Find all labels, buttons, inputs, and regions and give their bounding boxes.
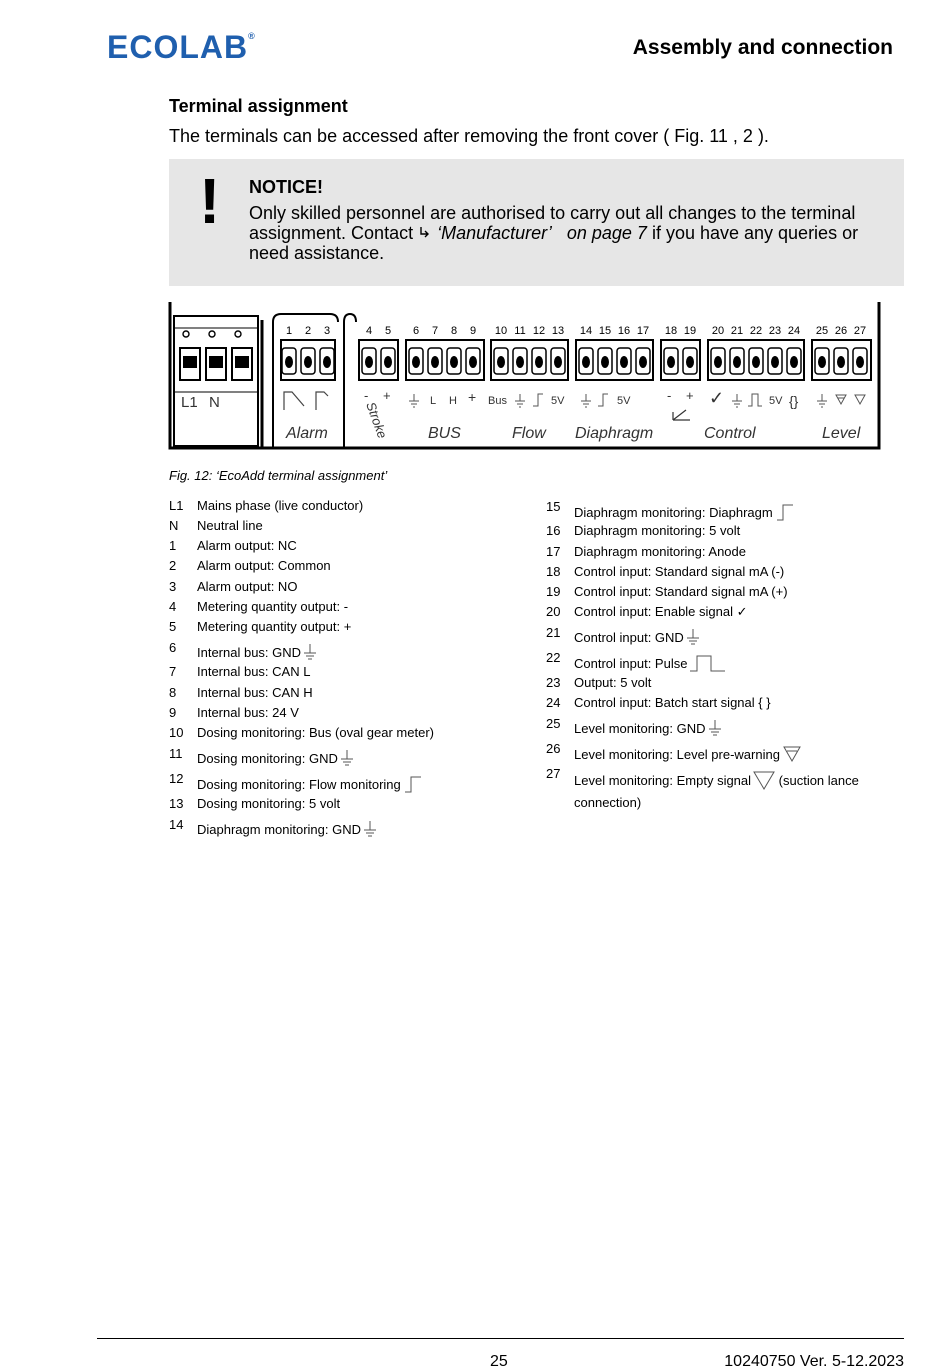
empty-signal-icon bbox=[855, 395, 865, 404]
ground-icon bbox=[340, 750, 354, 769]
terminal-description: Diaphragm monitoring: GND bbox=[197, 821, 377, 840]
terminal-list-left bbox=[169, 498, 529, 848]
terminal-screw-icon bbox=[667, 356, 675, 368]
terminal-number-label: 9 bbox=[469, 325, 477, 337]
terminal-description: Dosing monitoring: Bus (oval gear meter) bbox=[197, 725, 434, 740]
signal-label-plus: + bbox=[383, 388, 391, 403]
terminal-number-label: 6 bbox=[412, 325, 420, 337]
terminal-description: Control input: Batch start signal { } bbox=[574, 695, 771, 710]
terminal-screw-icon bbox=[818, 356, 826, 368]
mains-label-n: N bbox=[209, 394, 220, 411]
terminal-description: Internal bus: CAN H bbox=[197, 685, 313, 700]
mains-label-l1: L1 bbox=[181, 394, 198, 411]
terminal-number: 4 bbox=[169, 599, 177, 614]
terminal-number-label: 12 bbox=[532, 325, 546, 337]
manufacturer-link[interactable]: ‘Manufacturer’ bbox=[437, 223, 552, 243]
terminal-description: Metering quantity output: - bbox=[197, 599, 349, 614]
group-label-diaphragm: Diaphragm bbox=[575, 425, 654, 442]
mains-terminal-clamp bbox=[235, 356, 249, 368]
terminal-screw-icon bbox=[535, 356, 543, 368]
terminal-number: 13 bbox=[169, 796, 184, 811]
terminal-number-label: 14 bbox=[579, 325, 593, 337]
terminal-description: Alarm output: NC bbox=[197, 538, 297, 553]
step-signal-icon bbox=[403, 775, 423, 796]
terminal-number: 1 bbox=[169, 538, 177, 553]
terminal-number-label: 8 bbox=[450, 325, 458, 337]
terminal-screw-icon bbox=[497, 356, 505, 368]
terminal-number: 25 bbox=[546, 716, 561, 731]
terminal-number: 22 bbox=[546, 650, 561, 665]
terminal-screw-icon bbox=[365, 356, 373, 368]
terminal-number: 24 bbox=[546, 695, 561, 710]
ground-icon bbox=[409, 394, 419, 407]
ground-icon bbox=[686, 629, 700, 648]
terminal-screw-icon bbox=[285, 356, 293, 368]
terminal-number-label: 2 bbox=[304, 325, 312, 337]
step-signal-icon bbox=[775, 503, 795, 524]
terminal-number: 9 bbox=[169, 705, 177, 720]
group-label-bus: BUS bbox=[428, 425, 461, 442]
group-label-control: Control bbox=[704, 425, 756, 442]
terminal-description: Internal bus: 24 V bbox=[197, 705, 299, 720]
page-number: 25 bbox=[490, 1353, 508, 1370]
prewarning-icon bbox=[836, 395, 846, 404]
relay-contact-icon bbox=[284, 392, 328, 410]
terminal-number-label: 3 bbox=[323, 325, 331, 337]
ground-icon bbox=[817, 394, 827, 407]
terminal-screw-icon bbox=[412, 356, 420, 368]
mains-screw-icon bbox=[183, 331, 189, 337]
notice-text: Only skilled personnel are authorised to carry out all changes to the terminal assignment. Contact ‘Manufacturer’ on page 7 if you have any queries or need assistance. bbox=[249, 203, 859, 263]
terminal-number-label: 27 bbox=[853, 325, 867, 337]
terminal-description: Dosing monitoring: Flow monitoring bbox=[197, 775, 423, 796]
ground-icon bbox=[515, 394, 525, 407]
terminal-number-label: 25 bbox=[815, 325, 829, 337]
signal-label-ma-minus: - bbox=[667, 388, 672, 403]
terminal-description: Alarm output: Common bbox=[197, 558, 331, 573]
manufacturer-page-link[interactable]: on page 7 bbox=[566, 223, 647, 243]
page-header-title: Assembly and connection bbox=[632, 36, 893, 59]
ground-icon bbox=[581, 394, 591, 407]
group-label-alarm: Alarm bbox=[286, 425, 328, 442]
empty-signal-icon bbox=[753, 770, 775, 793]
terminal-description: Control input: Enable signal ✓ bbox=[574, 604, 748, 619]
mains-terminal-clamp bbox=[183, 356, 197, 368]
terminal-screw-icon bbox=[431, 356, 439, 368]
terminal-number: 23 bbox=[546, 675, 561, 690]
terminal-number-label: 21 bbox=[730, 325, 744, 337]
terminal-number: 20 bbox=[546, 604, 561, 619]
signal-label-bus: Bus bbox=[488, 395, 507, 407]
terminal-number: 14 bbox=[169, 817, 184, 832]
terminal-number-label: 17 bbox=[636, 325, 650, 337]
terminal-number-label: 13 bbox=[551, 325, 565, 337]
terminal-description: Internal bus: GND bbox=[197, 644, 317, 663]
terminal-screw-icon bbox=[582, 356, 590, 368]
terminal-description: Diaphragm monitoring: Diaphragm bbox=[574, 503, 795, 524]
mains-screw-icon bbox=[209, 331, 215, 337]
terminal-number: 16 bbox=[546, 523, 561, 538]
terminal-diagram-svg bbox=[168, 300, 883, 452]
terminal-number: L1 bbox=[169, 498, 184, 513]
terminal-screw-icon bbox=[384, 356, 392, 368]
mains-screw-icon bbox=[235, 331, 241, 337]
terminal-number-label: 15 bbox=[598, 325, 612, 337]
terminal-number-label: 18 bbox=[664, 325, 678, 337]
ground-icon bbox=[732, 394, 742, 407]
terminal-number: 2 bbox=[169, 558, 177, 573]
signal-label-can-l: L bbox=[430, 395, 437, 407]
group-label-stroke: Stroke bbox=[363, 399, 391, 441]
signal-label-control-5v: 5V bbox=[769, 395, 783, 407]
terminal-number: 7 bbox=[169, 664, 177, 679]
terminal-screw-icon bbox=[771, 356, 779, 368]
terminal-description: Level monitoring: Empty signal (suction lance connection) bbox=[574, 770, 859, 810]
terminal-description: Diaphragm monitoring: Anode bbox=[574, 544, 746, 559]
terminal-screw-icon bbox=[323, 356, 331, 368]
terminal-screw-icon bbox=[856, 356, 864, 368]
signal-label-24v: + bbox=[468, 389, 477, 405]
signal-label-enable: ✓ bbox=[709, 388, 725, 408]
terminal-number-label: 4 bbox=[365, 325, 373, 337]
terminal-screw-icon bbox=[620, 356, 628, 368]
terminal-number-label: 7 bbox=[431, 325, 439, 337]
arrow-reference-icon bbox=[418, 223, 437, 243]
terminal-number-label: 10 bbox=[494, 325, 508, 337]
terminal-description: Neutral line bbox=[197, 518, 263, 533]
terminal-screw-icon bbox=[733, 356, 741, 368]
terminal-screw-icon bbox=[601, 356, 609, 368]
terminal-description: Level monitoring: GND bbox=[574, 720, 722, 739]
terminal-number-label: 1 bbox=[285, 325, 293, 337]
step-signal-icon bbox=[533, 394, 543, 406]
terminal-description: Control input: Standard signal mA (+) bbox=[574, 584, 788, 599]
mains-terminal-clamp bbox=[209, 356, 223, 368]
terminal-number-label: 20 bbox=[711, 325, 725, 337]
signal-label-can-h: H bbox=[449, 395, 457, 407]
signal-label-minus: - bbox=[364, 388, 369, 403]
terminal-number-label: 26 bbox=[834, 325, 848, 337]
terminal-number-label: 19 bbox=[683, 325, 697, 337]
terminal-number-label: 11 bbox=[514, 325, 526, 337]
terminal-number: N bbox=[169, 518, 179, 533]
terminal-screw-icon bbox=[837, 356, 845, 368]
terminal-description: Mains phase (live conductor) bbox=[197, 498, 364, 513]
group-label-flow: Flow bbox=[512, 425, 546, 442]
terminal-description: Dosing monitoring: GND bbox=[197, 750, 354, 769]
document-version: 10240750 Ver. 5-12.2023 bbox=[724, 1353, 904, 1370]
pulse-icon bbox=[689, 654, 729, 675]
terminal-screw-icon bbox=[450, 356, 458, 368]
terminal-description: Control input: Pulse bbox=[574, 654, 729, 675]
terminal-description: Control input: Standard signal mA (-) bbox=[574, 564, 785, 579]
prewarning-icon bbox=[782, 745, 802, 766]
terminal-number: 26 bbox=[546, 741, 561, 756]
terminal-number: 11 bbox=[169, 746, 183, 761]
terminal-description: Level monitoring: Level pre-warning bbox=[574, 745, 802, 766]
terminal-screw-icon bbox=[790, 356, 798, 368]
signal-label-ma-plus: + bbox=[686, 388, 694, 403]
terminal-number-label: 5 bbox=[384, 325, 392, 337]
terminal-screw-icon bbox=[639, 356, 647, 368]
terminal-description: Metering quantity output: + bbox=[197, 619, 352, 634]
terminal-number-label: 24 bbox=[787, 325, 801, 337]
terminal-number: 10 bbox=[169, 725, 184, 740]
terminal-screw-icon bbox=[304, 356, 312, 368]
terminal-number: 21 bbox=[546, 625, 561, 640]
terminal-number-label: 23 bbox=[768, 325, 782, 337]
notice-box bbox=[169, 159, 904, 286]
terminal-number: 6 bbox=[169, 640, 177, 655]
terminal-number: 12 bbox=[169, 771, 184, 786]
intro-text: The terminals can be accessed after removing the front cover ( Fig. 11 , 2 ). bbox=[169, 126, 769, 146]
terminal-number: 3 bbox=[169, 579, 177, 594]
figure-caption: Fig. 12: ‘EcoAdd terminal assignment’ bbox=[169, 468, 388, 483]
terminal-screw-icon bbox=[469, 356, 477, 368]
exclamation-icon: ! bbox=[199, 165, 221, 237]
terminal-description: Diaphragm monitoring: 5 volt bbox=[574, 523, 741, 538]
terminal-screw-icon bbox=[752, 356, 760, 368]
terminal-number: 5 bbox=[169, 619, 177, 634]
terminal-number: 17 bbox=[546, 544, 561, 559]
terminal-screw-icon bbox=[554, 356, 562, 368]
terminal-number: 8 bbox=[169, 685, 177, 700]
footer-divider bbox=[97, 1338, 904, 1339]
terminal-number: 15 bbox=[546, 499, 561, 514]
pulse-icon bbox=[748, 394, 762, 406]
terminal-screw-icon bbox=[516, 356, 524, 368]
terminal-number: 19 bbox=[546, 584, 561, 599]
terminal-list-right bbox=[546, 498, 906, 818]
ecolab-logo: ECOLAB® bbox=[107, 29, 256, 65]
terminal-number-label: 16 bbox=[617, 325, 631, 337]
notice-heading: NOTICE! bbox=[249, 177, 323, 197]
ground-icon bbox=[303, 644, 317, 663]
terminal-number: 18 bbox=[546, 564, 561, 579]
group-label-level: Level bbox=[822, 425, 861, 442]
step-signal-icon bbox=[598, 394, 608, 406]
ground-icon bbox=[708, 720, 722, 739]
terminal-diagram bbox=[168, 300, 883, 457]
terminal-screw-icon bbox=[686, 356, 694, 368]
signal-label-diaphragm-5v: 5V bbox=[617, 395, 631, 407]
terminal-description: Control input: GND bbox=[574, 629, 700, 648]
analog-signal-icon bbox=[673, 410, 690, 420]
terminal-description: Internal bus: CAN L bbox=[197, 664, 311, 679]
terminal-description: Output: 5 volt bbox=[574, 675, 652, 690]
ground-icon bbox=[363, 821, 377, 840]
terminal-number: 27 bbox=[546, 766, 561, 781]
section-title: Terminal assignment bbox=[169, 96, 348, 116]
terminal-number-label: 22 bbox=[749, 325, 763, 337]
signal-label-batch: {} bbox=[789, 393, 799, 409]
terminal-description: Alarm output: NO bbox=[197, 579, 298, 594]
terminal-description: Dosing monitoring: 5 volt bbox=[197, 796, 341, 811]
signal-label-flow-5v: 5V bbox=[551, 395, 565, 407]
terminal-screw-icon bbox=[714, 356, 722, 368]
